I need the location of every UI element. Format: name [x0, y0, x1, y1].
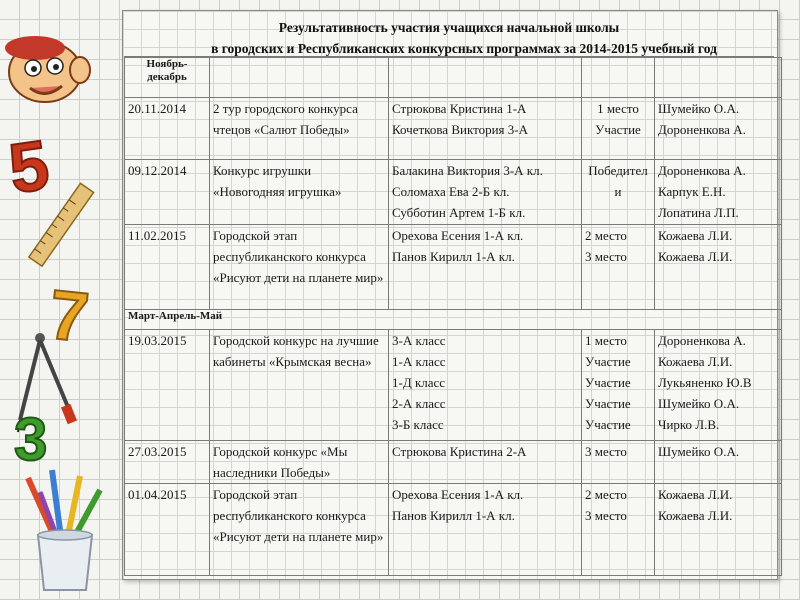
date-cell: 19.03.2015 — [125, 330, 210, 441]
title-line-1: Результативность участия учащихся начальной школы — [278, 20, 620, 35]
event-cell: Конкурс игрушки «Новогодняя игрушка» — [210, 160, 389, 225]
period-label: Март-Апрель-Май — [125, 310, 782, 330]
table-row — [125, 441, 782, 484]
digit-three: 3 — [14, 406, 48, 473]
date-cell: 20.11.2014 — [125, 98, 210, 160]
period-row — [125, 58, 782, 98]
title-line-2: в городских и Республиканских конкурсных программах за 2014-2015 учебный год — [211, 41, 717, 56]
table-row — [125, 160, 782, 225]
teacher-cell: Шумейко О.А. — [655, 441, 782, 484]
date-cell: 01.04.2015 — [125, 484, 210, 576]
period-label: Ноябрь-декабрь — [125, 58, 210, 98]
event-cell: Городской этап республиканского конкурса «Рисуют дети на планете мир» — [210, 484, 389, 576]
event-cell: Городской конкурс «Мы наследники Победы» — [210, 441, 389, 484]
result-cell: Победители — [582, 160, 655, 225]
date-cell: 09.12.2014 — [125, 160, 210, 225]
teacher-cell: Кожаева Л.И. Кожаева Л.И. — [655, 484, 782, 576]
table-title — [124, 12, 774, 57]
teacher-cell: Дороненкова А. Карпук Е.Н. Лопатина Л.П. — [655, 160, 782, 225]
teacher-cell: Дороненкова А. Кожаева Л.И. Лукьяненко Ю.В Шумейко О.А. Чирко Л.В. — [655, 330, 782, 441]
participants-cell: Стрюкова Кристина 1-А Кочеткова Виктория 3-А — [389, 98, 582, 160]
school-decoration — [0, 0, 118, 600]
digit-five: 5 — [4, 125, 54, 209]
teacher-cell: Шумейко О.А. Дороненкова А. — [655, 98, 782, 160]
result-cell: 2 место 3 место — [582, 225, 655, 310]
result-cell: 2 место 3 место — [582, 484, 655, 576]
table-row — [125, 484, 782, 576]
participants-cell: 3-А класс 1-А класс 1-Д класс 2-А класс 3-Б класс — [389, 330, 582, 441]
cartoon-character-icon — [5, 36, 90, 102]
digit-seven: 7 — [45, 275, 93, 357]
pencil-cup-icon — [28, 470, 100, 590]
participants-cell: Балакина Виктория 3-А кл. Соломаха Ева 2-Б кл. Субботин Артем 1-Б кл. — [389, 160, 582, 225]
date-cell: 11.02.2015 — [125, 225, 210, 310]
event-cell: Городской конкурс на лучшие кабинеты «Крымская весна» — [210, 330, 389, 441]
table-row — [125, 98, 782, 160]
table-row — [125, 330, 782, 441]
teacher-cell: Кожаева Л.И. Кожаева Л.И. — [655, 225, 782, 310]
table-row — [125, 225, 782, 310]
participants-cell: Орехова Есения 1-А кл. Панов Кирилл 1-А кл. — [389, 484, 582, 576]
results-table — [124, 57, 782, 576]
date-cell: 27.03.2015 — [125, 441, 210, 484]
result-cell: 3 место — [582, 441, 655, 484]
result-cell: 1 место Участие Участие Участие Участие — [582, 330, 655, 441]
participants-cell: Стрюкова Кристина 2-А — [389, 441, 582, 484]
event-cell: 2 тур городского конкурса чтецов «Салют Победы» — [210, 98, 389, 160]
participants-cell: Орехова Есения 1-А кл. Панов Кирилл 1-А кл. — [389, 225, 582, 310]
period-row — [125, 310, 782, 330]
event-cell: Городской этап республиканского конкурса «Рисуют дети на планете мир» — [210, 225, 389, 310]
result-cell: 1 место Участие — [582, 98, 655, 160]
